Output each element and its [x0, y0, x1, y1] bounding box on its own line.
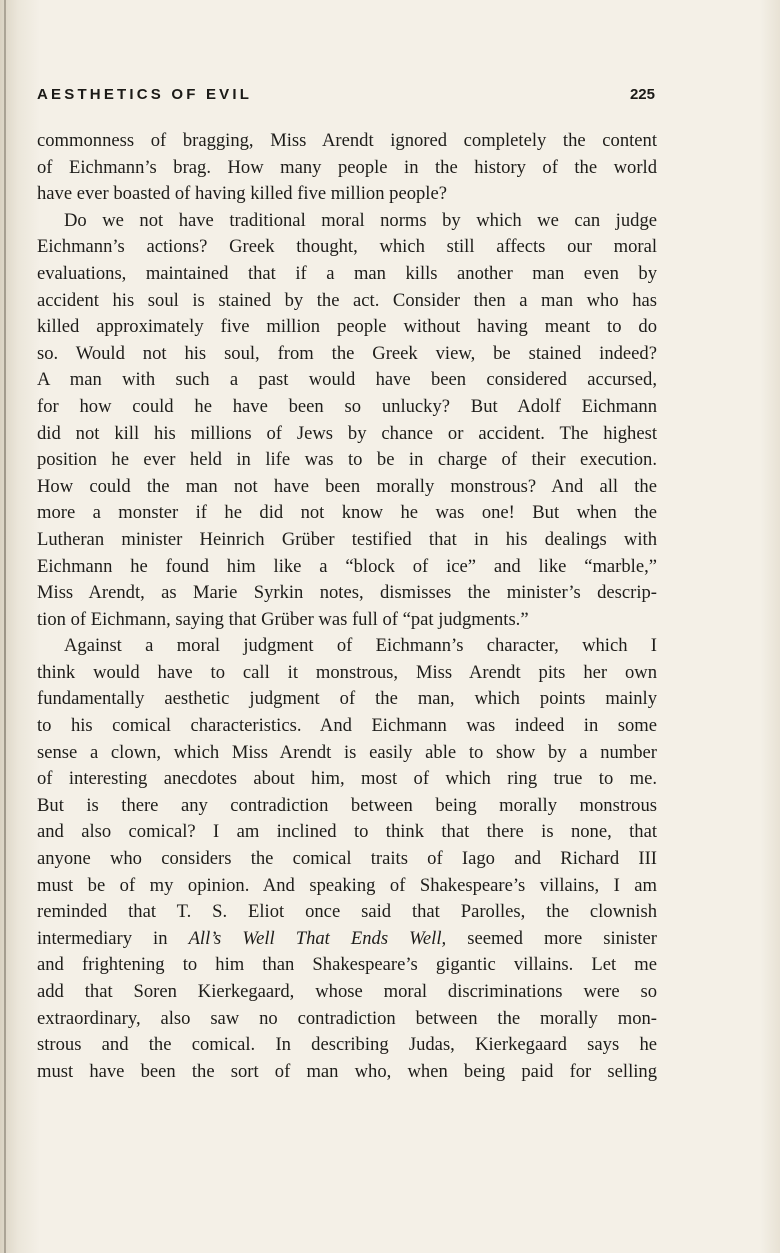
text-line: and frightening to him than Shakespeare’s gigantic villains. Let me [37, 954, 657, 976]
text-line: strous and the comical. In describing Judas, Kierkegaard says he [37, 1034, 657, 1056]
book-title-italic: All’s Well That Ends Well, [188, 927, 447, 949]
text-line: to his comical characteristics. And Eichmann was indeed in some [37, 715, 657, 737]
text-line: evaluations, maintained that if a man kills another man even by [37, 262, 657, 284]
text-line: Eichmann’s actions? Greek thought, which still affects our moral [37, 236, 657, 258]
text-line: so. Would not his soul, from the Greek view, be stained indeed? [37, 342, 657, 364]
text-line: Lutheran minister Heinrich Grüber testified that in his dealings with [37, 528, 657, 550]
page-header [37, 86, 657, 110]
text-line: accident his soul is stained by the act. Consider then a man who has [37, 289, 657, 311]
text-line: did not kill his millions of Jews by chance or accident. The highest [37, 422, 657, 444]
text-line: Eichmann he found him like a “block of ice” and like “marble,” [37, 555, 657, 577]
text-segment: seemed more sinister [446, 927, 657, 949]
text-line: killed approximately five million people without having meant to do [37, 316, 657, 338]
text-line: have ever boasted of having killed five million people? [37, 183, 447, 205]
text-line: But is there any contradiction between being morally monstrous [37, 794, 657, 816]
text-line: think would have to call it monstrous, Miss Arendt pits her own [37, 661, 657, 683]
text-line: extraordinary, also saw no contradiction between the morally mon- [37, 1007, 657, 1029]
text-line: Do we not have traditional moral norms by which we can judge [64, 209, 657, 231]
text-line: fundamentally aesthetic judgment of the man, which points mainly [37, 688, 657, 710]
text-segment: intermediary in [37, 927, 189, 949]
binding-gutter [4, 0, 6, 1253]
text-line [37, 926, 657, 953]
body-text [37, 128, 657, 1085]
page-number: 225 [629, 86, 655, 103]
text-line: A man with such a past would have been considered accursed, [37, 369, 657, 391]
text-line: tion of Eichmann, saying that Grüber was full of “pat judgments.” [37, 608, 529, 630]
text-line: commonness of bragging, Miss Arendt ignored completely the content [37, 130, 657, 151]
text-line: and also comical? I am inclined to think that there is none, that [37, 821, 657, 843]
text-line: anyone who considers the comical traits of Iago and Richard III [37, 848, 657, 870]
text-line: How could the man not have been morally monstrous? And all the [37, 475, 657, 497]
text-line: more a monster if he did not know he was one! But when the [37, 502, 657, 524]
text-line: must have been the sort of man who, when being paid for selling [37, 1060, 657, 1082]
text-line: reminded that T. S. Eliot once said that Parolles, the clownish [37, 901, 657, 923]
text-line: Miss Arendt, as Marie Syrkin notes, dismisses the minister’s descrip- [37, 582, 657, 604]
text-line: must be of my opinion. And speaking of Shakespeare’s villains, I am [37, 874, 657, 896]
text-line: of interesting anecdotes about him, most of which ring true to me. [37, 768, 657, 790]
text-line: of Eichmann’s brag. How many people in the history of the world [37, 156, 657, 178]
running-head: AESTHETICS OF EVIL [37, 86, 253, 103]
text-line: sense a clown, which Miss Arendt is easily able to show by a number [37, 741, 657, 763]
text-line: add that Soren Kierkegaard, whose moral discriminations were so [37, 981, 657, 1002]
text-line: Against a moral judgment of Eichmann’s character, which I [64, 635, 657, 657]
text-line: position he ever held in life was to be in charge of their execution. [37, 449, 657, 471]
text-line: for how could he have been so unlucky? But Adolf Eichmann [37, 395, 657, 417]
